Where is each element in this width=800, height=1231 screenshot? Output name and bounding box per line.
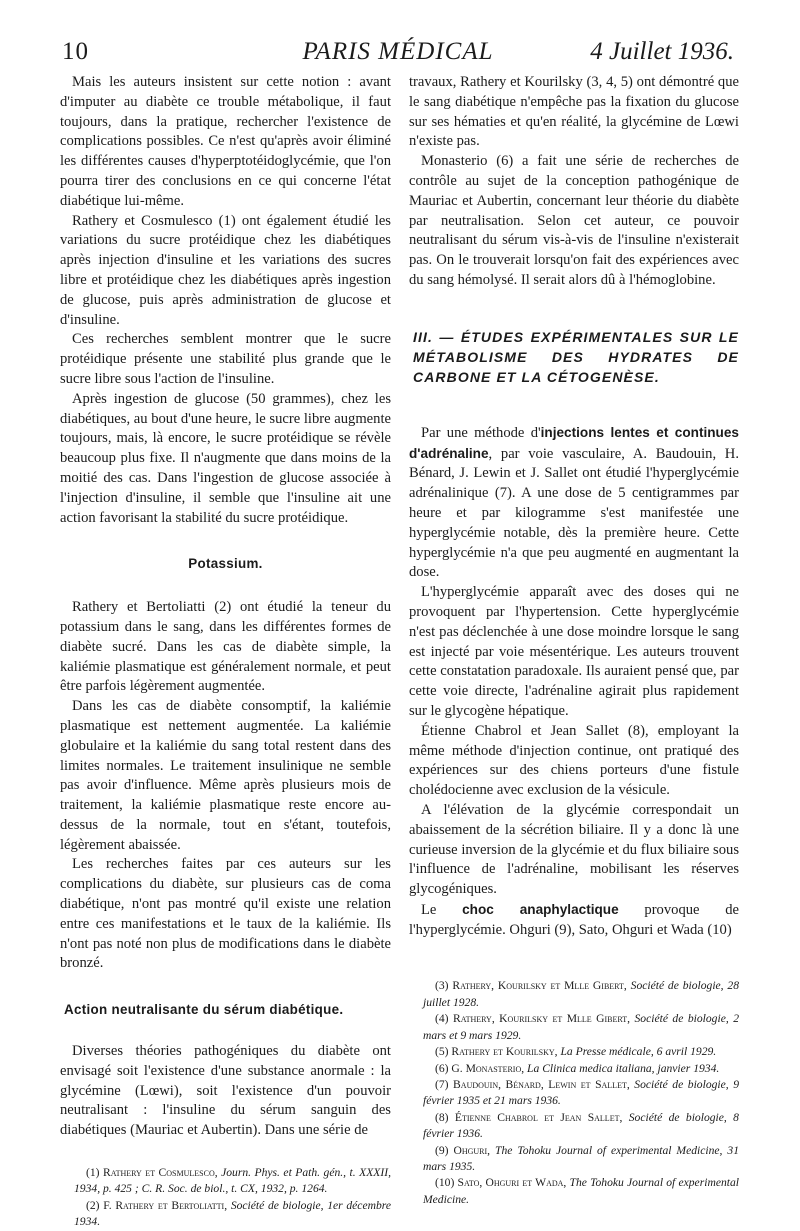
footnote-reference: La Clinica medica italiana, janvier 1934. [527, 1061, 720, 1075]
footnote-reference: Société de biologie, 2 mars et 9 mars 1929. [423, 1012, 739, 1042]
footnote-authors: (7) Baudouin, Bénard, Lewin et Sallet, [435, 1077, 630, 1091]
paragraph: Les recherches faites par ces auteurs sur les complications du diabète, sur plusieurs cas de coma diabétique, n'ont pas montré qu'il existe une relation entre ces manifestations et le taux de la kaliémie. Ils n'ont pas noté non plus de modifications dans le diabète bronzé. [60, 856, 391, 972]
journal-title: PARIS MÉDICAL [302, 38, 494, 65]
paragraph: Dans les cas de diabète consomptif, la kaliémie plasmatique est nettement augmentée. La kaliémie globulaire et la kaliémie du sang total restent dans des limites normales. Le traitement insulinique ne semble pas avoir d'influence. Même après plusieurs mois de traitement, la kaliémie plasmatique reste encore au-dessus de la normale, tout en s'étant, toutefois, légèrement abaissée. [60, 698, 391, 853]
footnote-reference: La Presse médicale, 6 avril 1929. [560, 1045, 717, 1059]
paragraph: Mais les auteurs insistent sur cette notion : avant d'imputer au diabète ce trouble métabolique, il faut toujours, dans la pratique, rechercher l'existence de complications possibles. Ce n'est qu'après avoir éliminé les différentes causes d'hyperptotéidoglycémie, que l'on pourra tirer des conclusions en ce qui concerne l'état diabétique lui-même. [60, 74, 391, 209]
footnote-reference: Société de biologie, 1er décembre 1934. [74, 1198, 391, 1229]
paragraph: Étienne Chabrol et Jean Sallet (8), employant la même méthode d'injection continue, ont pratiqué des expériences sur des chiens porteurs d'une fistule cholédocienne avec exclusion de la vésicule. [409, 722, 739, 799]
page-number: 10 [62, 38, 89, 65]
footnote-authors: (10) Sato, Ohguri et Wada, [435, 1176, 567, 1190]
footnote [409, 1044, 739, 1060]
footnote [409, 1077, 739, 1110]
footnote-authors: (2) F. Rathery et Bertoliatti, [86, 1198, 228, 1212]
footnote-reference: Société de biologie, 28 juillet 1928. [423, 979, 739, 1009]
bold-term: injections lentes et continues d'adrénaline [409, 424, 739, 461]
footnotes-right [409, 978, 739, 1208]
paragraph: L'hyperglycémie apparaît avec des doses qui ne provoquent par l'hypertension. Cette hyperglycémie n'est pas déclenchée à une dose moindre lorsque le sang est injecté par voie mésentérique. Les auteurs trouvent cette constatation paradoxale. Ils auraient pensé que, par cette voie directe, l'adrénaline agirait plus rapidement sur le glycogène hépatique. [409, 584, 739, 719]
footnotes-left [60, 1165, 391, 1231]
paragraph: Rathery et Cosmulesco (1) ont également étudié les variations du sucre protéidique chez les diabétiques après injection d'insuline et les variations des sucres libre et protéidique chez les diabétiques après ingestion de glucose, puis après administration de glucose et d'insuline. [60, 212, 391, 328]
footnote-authors: (6) G. Monasterio, [435, 1061, 525, 1075]
footnote [409, 978, 739, 1011]
footnote-reference: Société de biologie, 9 février 1935 et 21 mars 1936. [423, 1077, 740, 1108]
footnote-reference: The Tohoku Journal of experimental Medicine, 31 mars 1935. [423, 1143, 739, 1173]
text-run: Le [421, 901, 463, 918]
paragraph: A l'élévation de la glycémie correspondait un abaissement de la sécrétion biliaire. Il y a donc là une curieuse inversion de la glycémie et du flux biliaire sous l'influence de l'adrénaline, mobilisant les réserves glycogéniques. [409, 801, 739, 898]
running-header [62, 38, 734, 74]
footnote [60, 1198, 391, 1231]
footnote-authors: (9) Ohguri, [435, 1143, 491, 1157]
bold-term: choc anaphylactique [462, 901, 619, 917]
footnote-authors: (5) Rathery et Kourilsky, [435, 1045, 558, 1059]
footnote-authors: (1) Rathery et Cosmulesco, [86, 1166, 218, 1180]
section-heading-etudes-experimentales: III. — ÉTUDES EXPÉRIMENTALES SUR LE MÉTABOLISME DES HYDRATES DE CARBONE ET LA CÉTOGENÈSE. [413, 328, 739, 385]
paragraph: travaux, Rathery et Kourilsky (3, 4, 5) ont démontré que le sang diabétique n'empêche pas la fixation du glucose sur ses hématies et qu'en réalité, la glycémine de Lœwi n'existe pas. [409, 74, 739, 150]
paragraph: Rathery et Bertoliatti (2) ont étudié la teneur du potassium dans le sang, dans les différentes formes de diabète sucré. Dans les cas de diabète simple, la kaliémie plasmatique est généralement normale, et peut être parfois légèrement augmentée. [60, 599, 391, 695]
paragraph [409, 423, 739, 583]
section-heading-action-neutralisante: Action neutralisante du sérum diabétique. [64, 1002, 344, 1018]
footnote [409, 1143, 739, 1176]
footnote-authors: (3) Rathery, Kourilsky et Mlle Gibert, [435, 979, 627, 993]
footnote-reference: Société de biologie, 8 février 1936. [423, 1110, 739, 1141]
footnote [409, 1110, 739, 1143]
paragraph [409, 900, 739, 941]
footnote-reference: The Tohoku Journal of experimental Medicine. [423, 1176, 739, 1206]
footnote-reference: Journ. Phys. et Path. gén., t. XXXII, 1934, p. 425 ; C. R. Soc. de biol., t. CX, 1932, p. 1264. [74, 1166, 391, 1196]
paragraph: Monasterio (6) a fait une série de recherches de contrôle au sujet de la conception pathogénique de Mauriac et Aubertin, concernant leur théorie du diabète par neutralisation. Selon cet auteur, ce pouvoir neutralisant du sérum vis-à-vis de l'insuline n'existerait pas. On le trouverait lorsqu'on fait des expériences avec du sang hémolysé. Il serait alors dû à l'hémoglobine. [409, 153, 739, 288]
footnote-authors: (4) Rathery, Kourilsky et Mlle Gibert, [435, 1012, 631, 1026]
footnote [409, 1011, 739, 1044]
text-run: provoque de l'hyperglycémie. Ohguri (9), Sato, Ohguri et Wada (10) [409, 901, 740, 938]
footnote [60, 1165, 391, 1198]
paragraph: Ces recherches semblent montrer que le sucre protéidique présente une stabilité plus grande que le sucre libre sous l'action de l'insuline. [60, 331, 391, 387]
left-column [60, 73, 391, 1231]
text-run: , par voie vasculaire, A. Baudouin, H. Bénard, J. Lewin et J. Sallet ont étudié l'hyperglycémie adrénalinique (7). A une dose de 5 centigrammes par heure et par kilogramme s'est manifestée une hyperglycémie notable, dès la première heure. Cette hyperglycémie n'a que peu augmenté en augmentant la dose. [409, 445, 739, 581]
paragraph: Après ingestion de glucose (50 grammes), chez les diabétiques, au bout d'une heure, le sucre libre augmente toujours, mais, là encore, le sucre protéidique se révèle beaucoup plus fixe. Il n'augmente que dans moins de la moitié des cas. Dans l'ingestion de glucose associée à l'injection d'insuline, il semble que l'insuline ait une action favorisant la stabilité du sucre protéidique. [60, 390, 391, 526]
text-run: Par une méthode d' [421, 424, 541, 441]
section-heading-potassium: Potassium. [188, 556, 263, 572]
footnote-authors: (8) Étienne Chabrol et Jean Sallet, [435, 1110, 623, 1124]
paragraph: Diverses théories pathogéniques du diabète ont envisagé soit l'existence d'une substance anormale : la glycémine (Lœwi), soit l'existence d'un pouvoir neutralisant : l'insuline du sérum sanguin des diabétiques (Mauriac et Aubertin). Dans une série de [60, 1043, 391, 1139]
right-column [409, 73, 739, 1208]
footnote [409, 1061, 739, 1077]
footnote [409, 1175, 739, 1208]
issue-date: 4 Juillet 1936. [590, 38, 734, 65]
